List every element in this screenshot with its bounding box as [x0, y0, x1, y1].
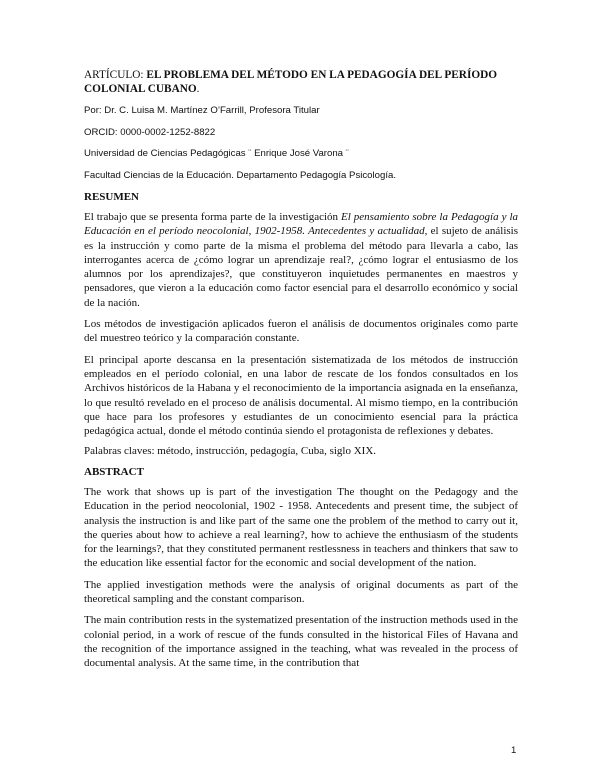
- page-content: [84, 69, 518, 678]
- resumen-paragraph-2: Los métodos de investigación aplicados fueron el análisis de documentos originales como parte del muestreo teórico y la comparación constante.: [84, 318, 518, 345]
- resumen-p1-italic: El pensamiento sobre la Pedagogía y la Educación en el período neocolonial, 1902-1958. Antecedentes y actualidad: [84, 211, 518, 238]
- resumen-p1-start: El trabajo que se presenta forma parte de la investigación: [84, 211, 342, 223]
- keywords-line: Palabras claves: método, instrucción, pedagogía, Cuba, siglo XIX.: [84, 445, 377, 458]
- faculty-line: Facultad Ciencias de la Educación. Departamento Pedagogía Psicología.: [84, 169, 396, 181]
- abstract-paragraph-1: The work that shows up is part of the investigation The thought on the Pedagogy and the Education in the period neocolonial, 1902 - 1958. Antecedents and present time, the subject of analysis the instruction is and like part of the same one the problem of the method to carry out it, the queries about how to achieve a real learning?, how to achieve the enthusiasm of the students for the learnings?, that they constituted permanent restlessness in teachers and thinkers that saw to the education like essential factor for the economic and social development of the nation.: [84, 485, 518, 570]
- orcid-line: ORCID: 0000-0002-1252-8822: [84, 126, 216, 138]
- article-title: [84, 69, 518, 96]
- abstract-heading: ABSTRACT: [84, 465, 144, 478]
- title-bold: EL PROBLEMA DEL MÉTODO EN LA PEDAGOGÍA DEL PERÍODO COLONIAL CUBANO: [84, 69, 498, 95]
- abstract-paragraph-3: The main contribution rests in the systematized presentation of the instruction methods used in the colonial period, in a work of rescue of the funds consulted in the historical Files of Havana and the recognition of the importance assigned in the teaching, what was revealed in the process of documental analysis. At the same time, in the contribution that: [84, 614, 518, 670]
- title-suffix: .: [196, 82, 200, 95]
- resumen-heading: RESUMEN: [84, 191, 140, 203]
- resumen-paragraph-1: [84, 210, 518, 310]
- page-number: 1: [511, 745, 517, 756]
- university-line: Universidad de Ciencias Pedagógicas ¨ Enrique José Varona ¨: [84, 148, 349, 159]
- abstract-paragraph-2: The applied investigation methods were the analysis of original documents as part of the theoretical sampling and the constant comparison.: [84, 578, 518, 606]
- resumen-p1-end: , el sujeto de análisis es la instrucción y como parte de la misma el problema del método para llevarla a cabo, las interrogantes acerca de ¿cómo lograr un aprendizaje real?, ¿cómo lograr el entusiasmo de los alumnos por los aprendizajes?, que constituyeron inquietudes permanentes en maestros y pensadores, que vieron a la educación como factor esencial para el desarrollo económico y social de la nación.: [84, 225, 519, 309]
- author-line: Por: Dr. C. Luisa M. Martínez O’Farrill, Profesora Titular: [84, 105, 320, 116]
- title-prefix: ARTÍCULO:: [84, 69, 147, 81]
- resumen-paragraph-3: El principal aporte descansa en la presentación sistematizada de los métodos de instrucción empleados en el período colonial, en una labor de rescate de los fondos consultados en los Archivos históricos de la Habana y el reconocimiento de la importancia asignada en la enseñanza, lo que resultó revelado en el proceso de análisis documental. Al mismo tiempo, en la contribución que hace para los profesores y estudiantes de un conocimiento esencial para la práctica pedagógica actual, donde el método continúa siendo el protagonista de reflexiones y debates.: [84, 353, 518, 438]
